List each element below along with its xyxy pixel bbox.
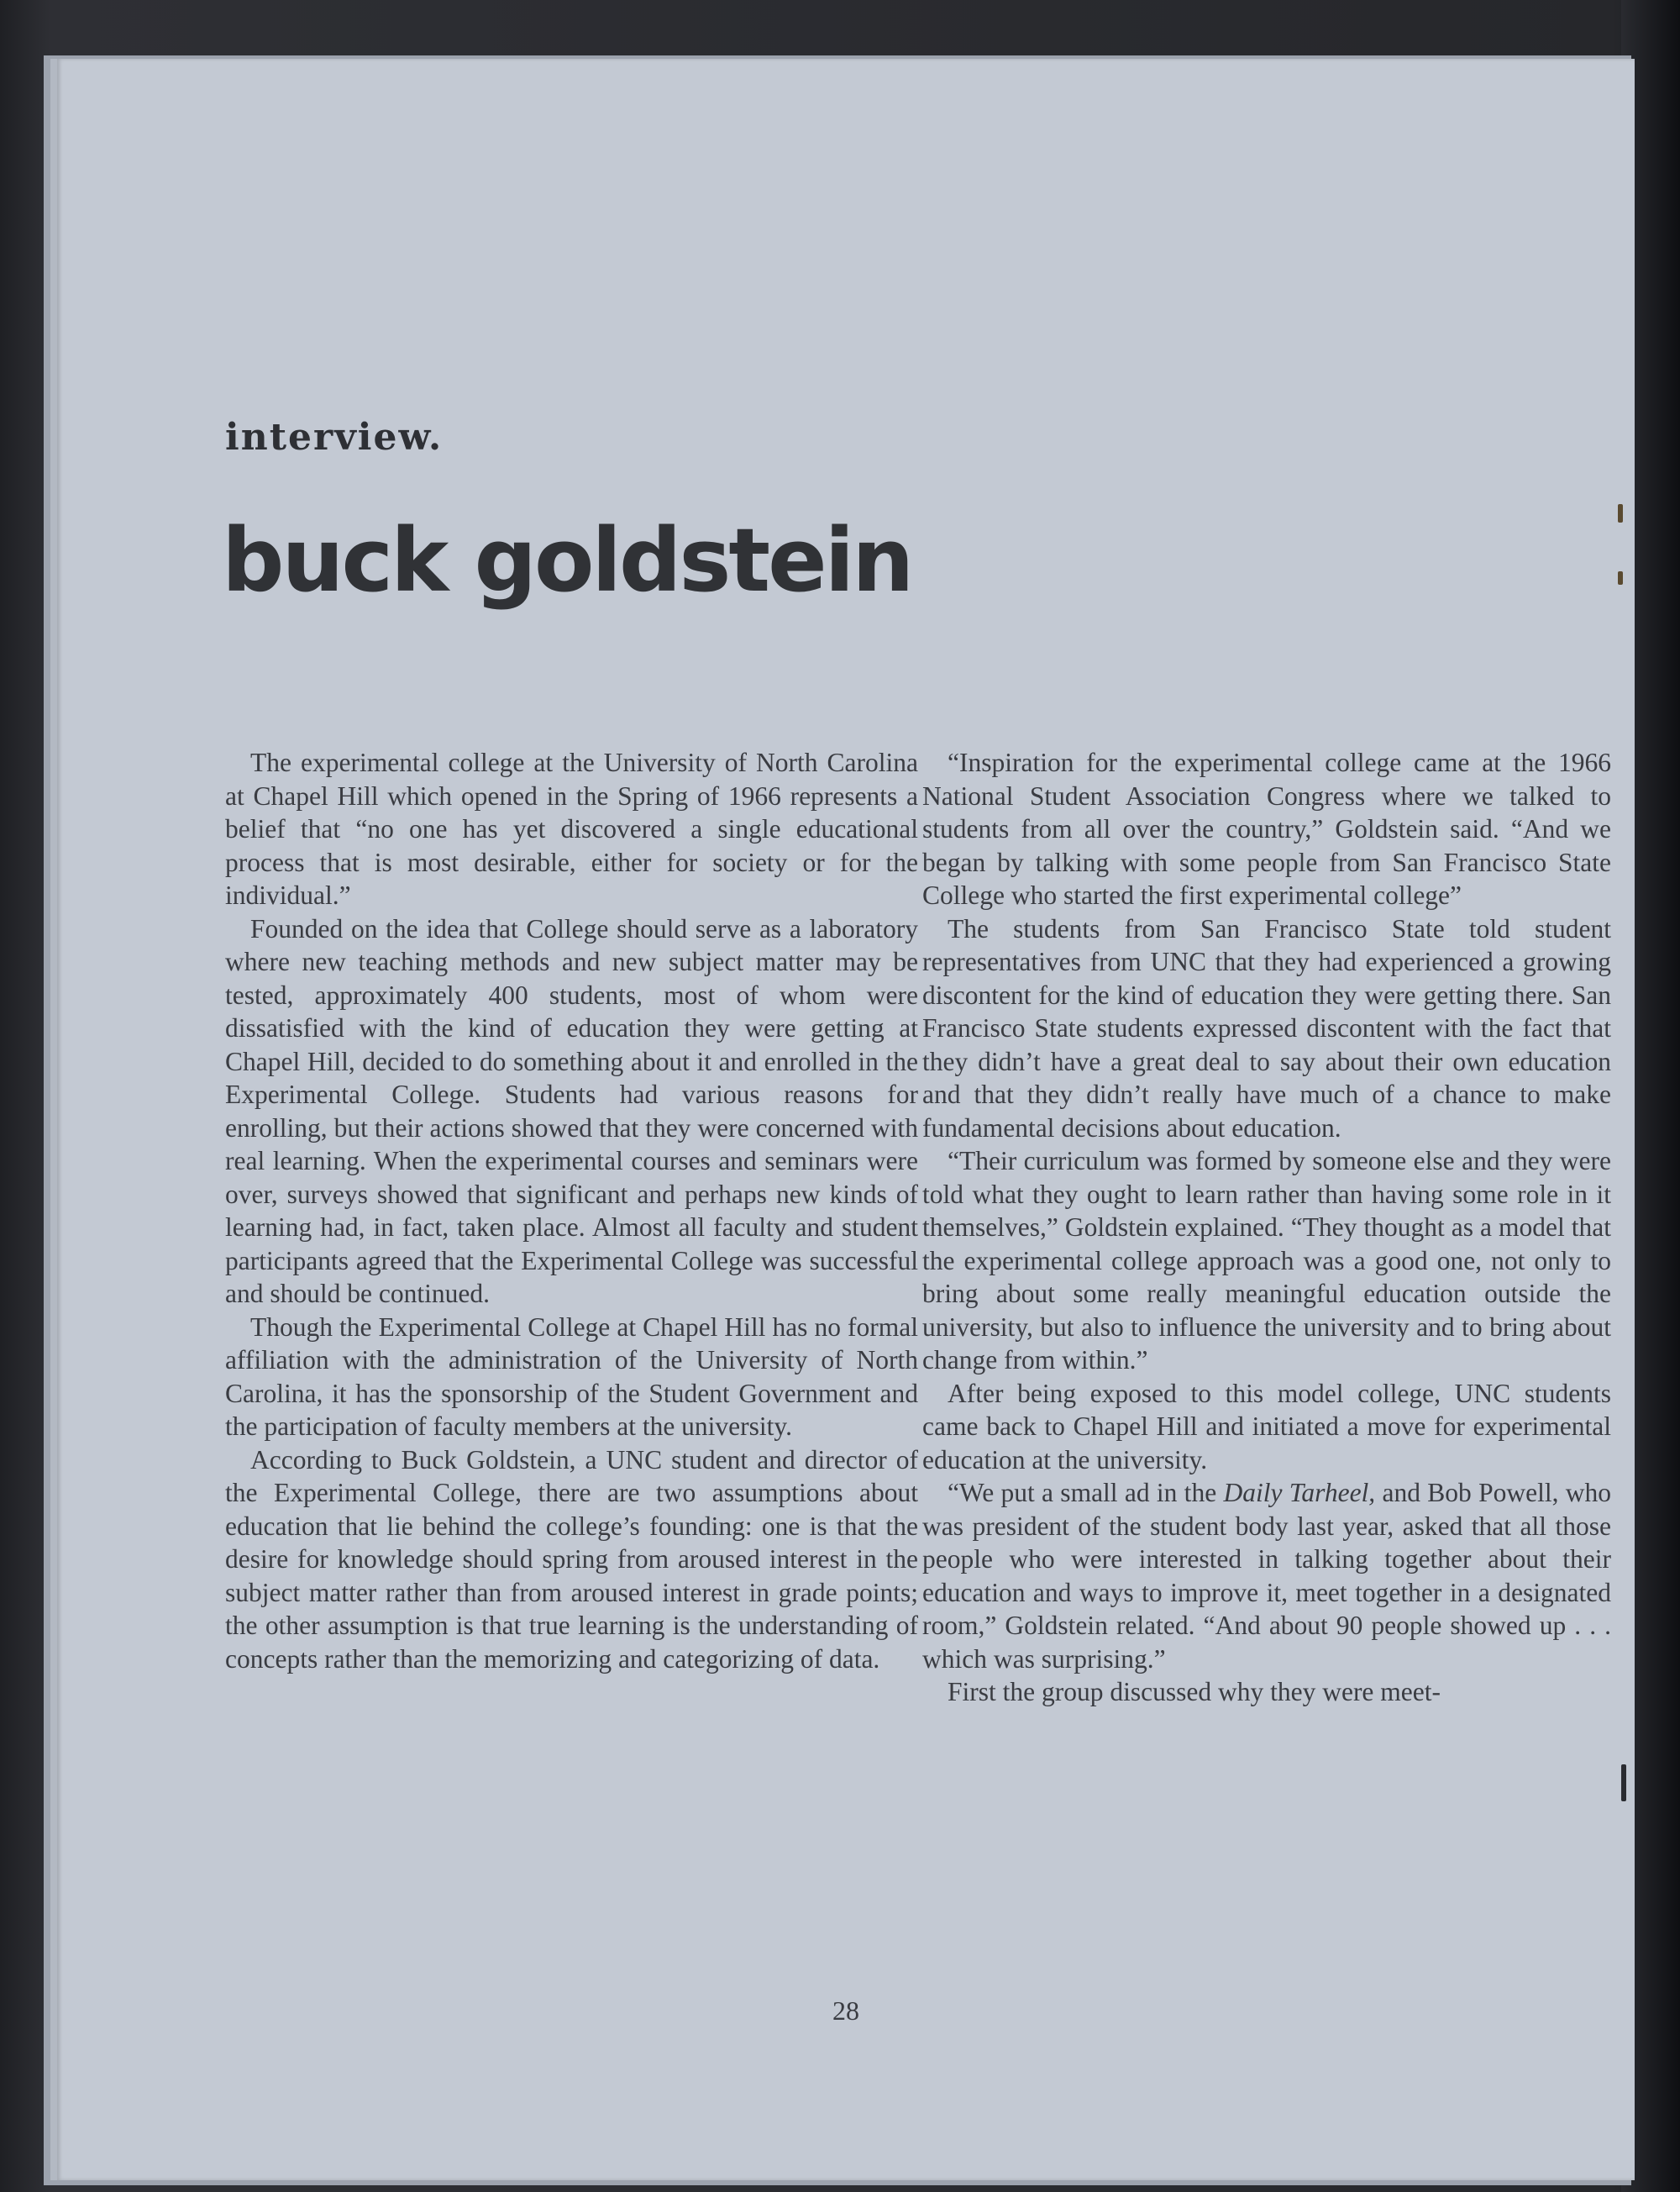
paragraph: The experimental college at the University of North Carolina at Chapel Hill which opened in the Spring of 1966 represents a belief that “no one has yet discovered a single educational process that is most desirable, either for society or for the individual.”	[225, 748, 918, 910]
paragraph: According to Buck Goldstein, a UNC student and director of the Experimental College, there are two assumptions about education that lie behind the college’s founding: one is that the desire for knowledge should spring from aroused interest in the subject matter rather than from aroused interest in grade points; the other assumption is that true learning is the understanding of concepts rather than the memorizing and categorizing of data.	[225, 1444, 918, 1674]
paragraph: Founded on the idea that College should serve as a laboratory where new teaching methods and new subject matter may be tested, approximately 400 students, most of whom were dissatisfied with the kind of education they were getting at Chapel Hill, decided to do something about it and enrolled in the Experimental College. Students had various reasons for enrolling, but their actions showed that they were concerned with real learning. When the experimental courses and seminars were over, surveys showed that significant and perhaps new kinds of learning had, in fact, taken place. Almost all faculty and student participants agreed that the Experimental College was successful and should be continued.	[225, 913, 918, 1308]
paragraph	[922, 1476, 1611, 1675]
paragraph: After being exposed to this model college, UNC students came back to Chapel Hill and initiated a move for experimental education at the university.	[922, 1378, 1611, 1474]
paragraph: The students from San Francisco State told student representatives from UNC that they had experienced a growing discontent for the kind of education they were getting there. San Francisco State students expressed discontent with the fact that they didn’t have a great deal to say about their own education and that they didn’t really have much of a chance to make fundamental decisions about education.	[922, 913, 1611, 1143]
paragraph: Though the Experimental College at Chapel Hill has no formal affiliation with the administration of the University of North Carolina, it has the sponsorship of the Student Government and the participation of faculty members at the university.	[225, 1312, 918, 1441]
text-run: “We put a small ad in the	[948, 1478, 1224, 1507]
paragraph: First the group discussed why they were meet-	[948, 1677, 1441, 1706]
paragraph: “Their curriculum was formed by someone else and they were told what they ought to learn rather than having some role in it themselves,” Goldstein explained. “They thought as a model that the experimental college approach was a good one, not only to bring about some really meaningful education outside the university, but also to influence the university and to bring about change from within.”	[922, 1146, 1611, 1375]
newspaper-title: Daily Tarheel,	[1223, 1478, 1376, 1507]
article-title: buck goldstein	[222, 509, 912, 612]
left-column	[225, 746, 918, 1675]
binding-mark	[1621, 1764, 1626, 1801]
paragraph: “Inspiration for the experimental college came at the 1966 National Student Association Congress where we talked to students from all over the country,” Goldstein said. “And we began by talking with some people from San Francisco State College who started the first experimental college”	[922, 748, 1611, 910]
section-kicker: interview.	[225, 416, 444, 459]
text-run: and Bob Powell, who was president of the student body last year, asked that all those people who were interested in talking together about their education and ways to improve it, meet together in a designated room,” Goldstein related. “And about 90 people showed up . . . which was surprising.”	[922, 1478, 1612, 1674]
page-number: 28	[832, 1995, 859, 2026]
binding-mark	[1618, 571, 1623, 585]
right-column	[922, 746, 1611, 1709]
binding-mark	[1618, 504, 1623, 523]
magazine-page	[50, 59, 1635, 2180]
